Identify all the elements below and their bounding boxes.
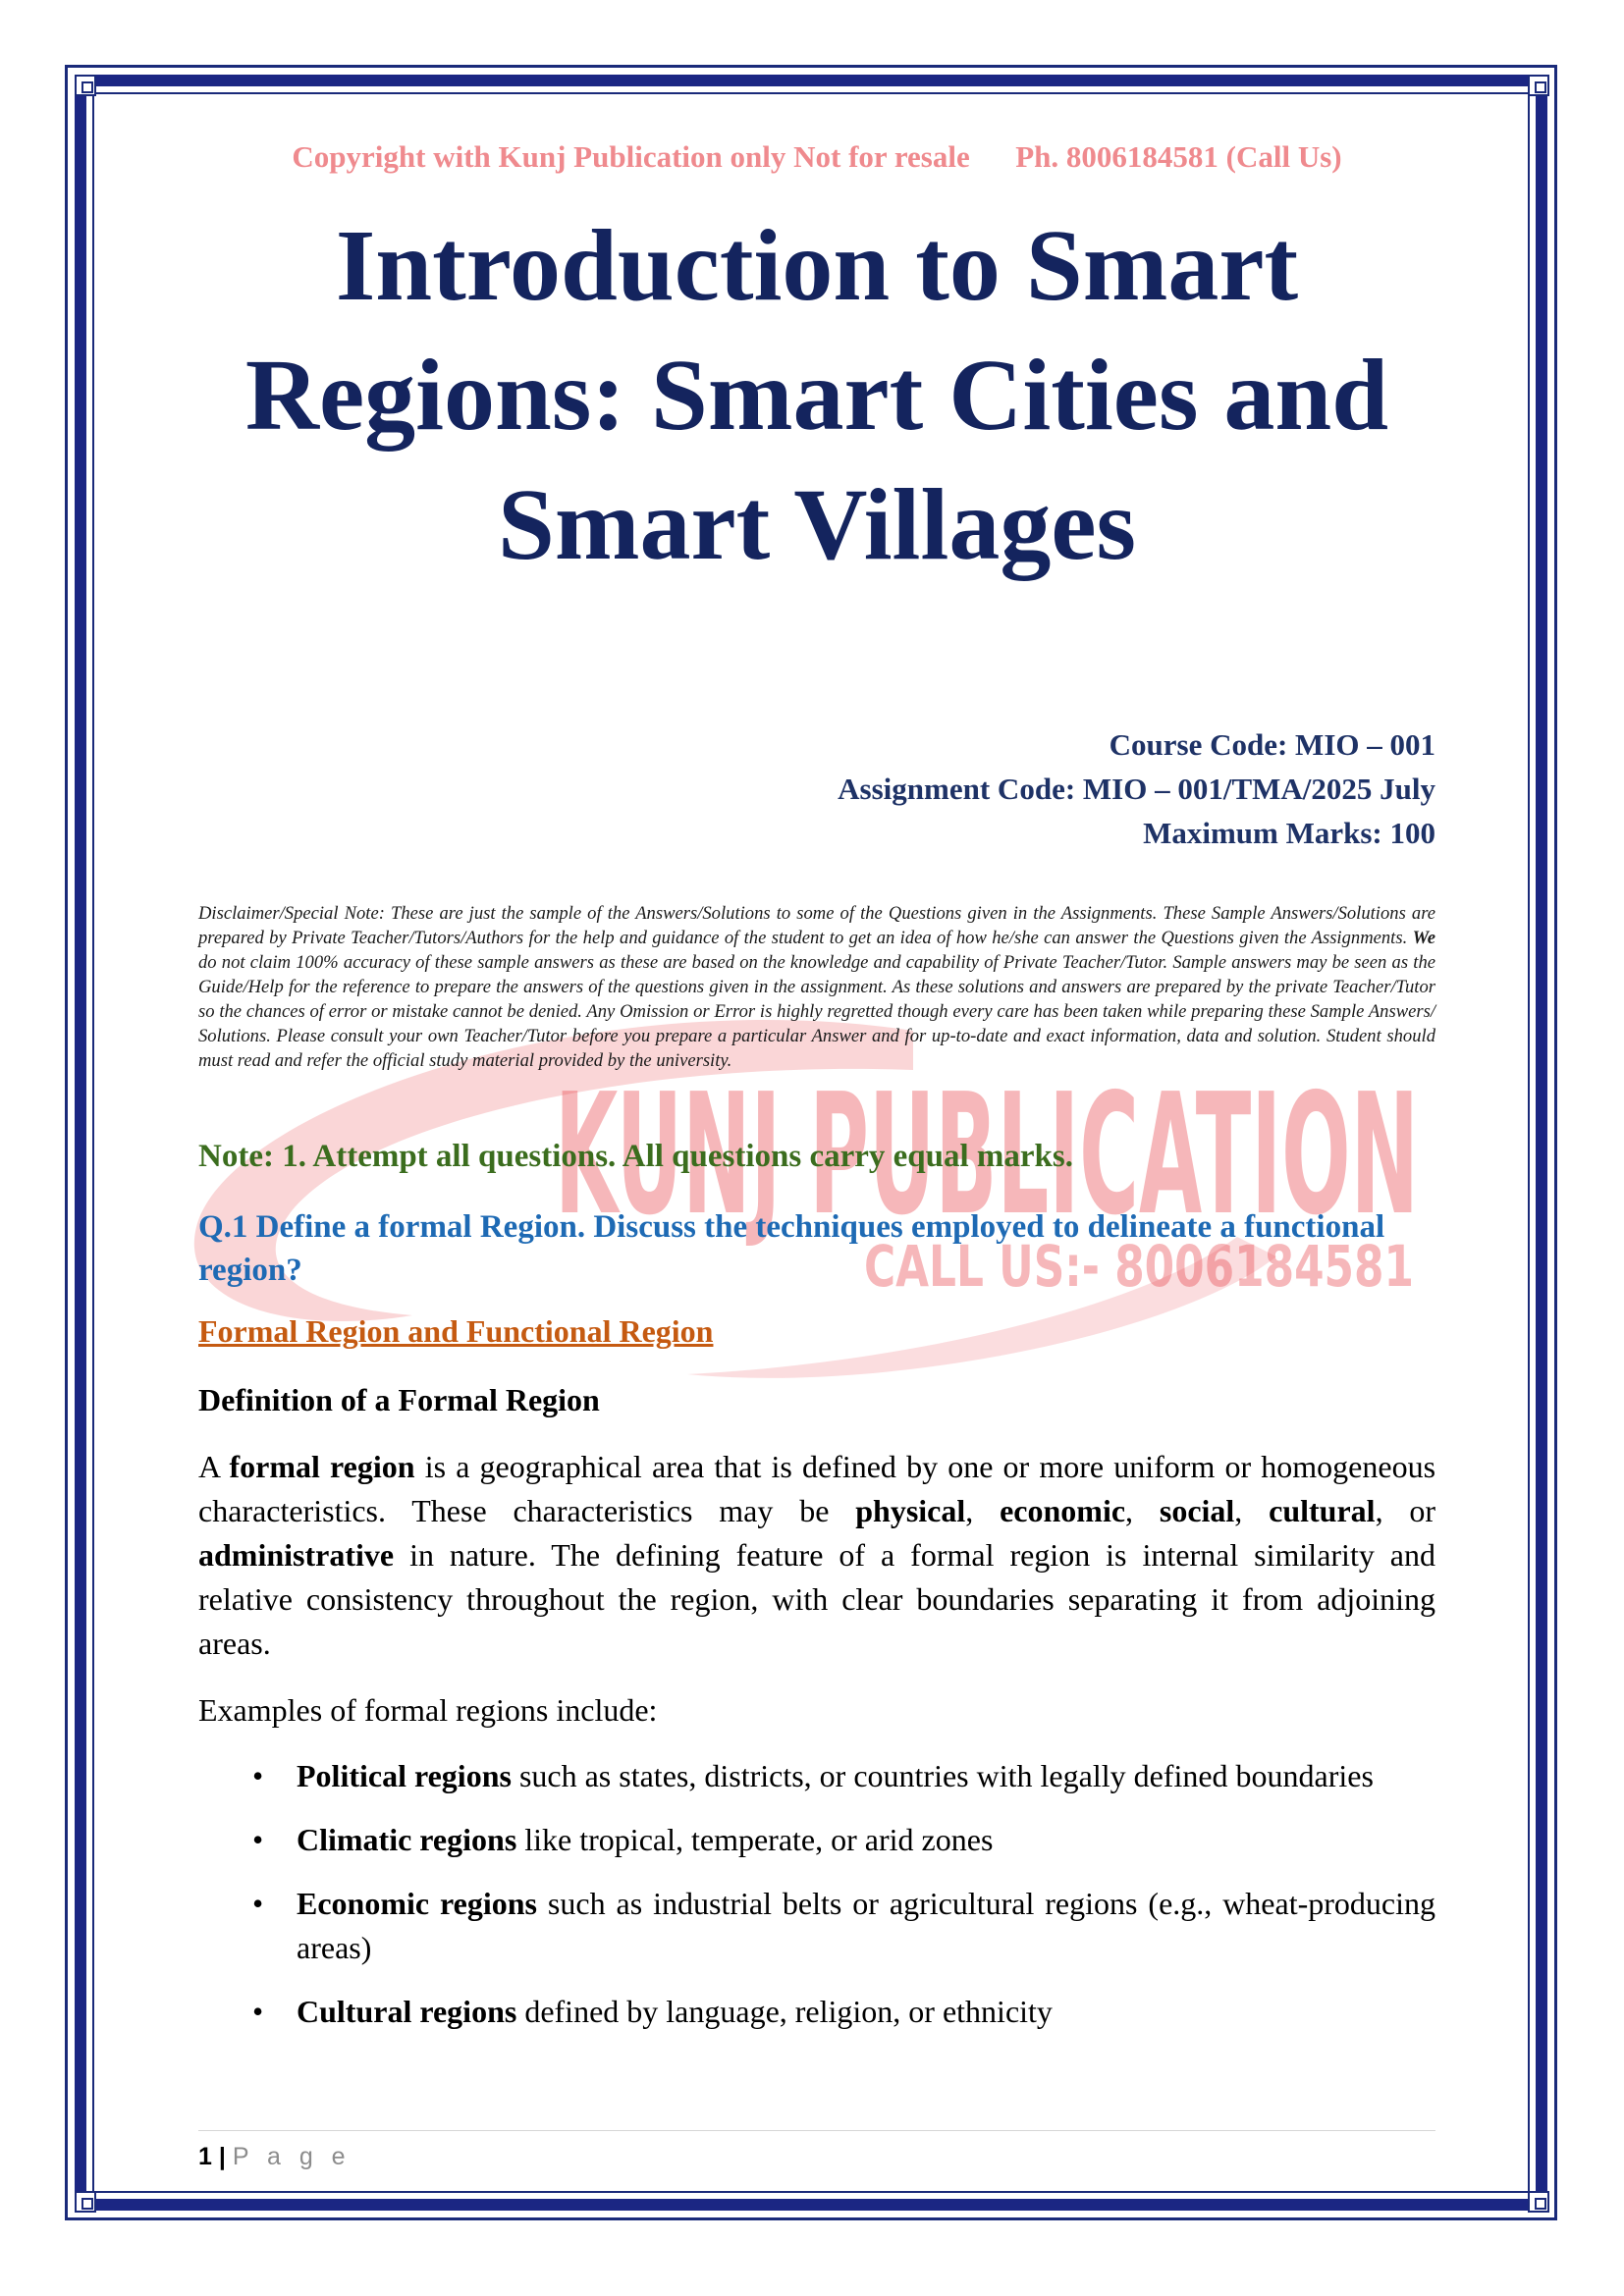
border-corner-ornament (1528, 2191, 1549, 2213)
bullet-icon: • (252, 1994, 264, 2029)
page-number: 1 (198, 2143, 212, 2170)
list-item: • Cultural regions defined by language, religion, or ethnicity (198, 1990, 1435, 2034)
page-title (198, 201, 1435, 590)
examples-list (198, 1754, 1435, 2054)
question-heading: Q.1 Define a formal Region. Discuss the techniques employed to delineate a functional region? (198, 1209, 1385, 1288)
border-corner-ornament (75, 2191, 96, 2213)
footer-divider (198, 2130, 1435, 2131)
course-code: Course Code: MIO – 001 (1109, 727, 1435, 762)
definition-paragraph: A formal region is a geographical area that is defined by one or more uniform or homogeneous characteristics. These characteristics may be physical, economic, social, cultural, or administrative in nature. The defining feature of a formal region is internal similarity and relative consistency throughout the region, with clear boundaries separating it from adjoining areas. (198, 1449, 1436, 1661)
page-label: P a g e (232, 2143, 352, 2170)
list-item: • Political regions such as states, districts, or countries with legally defined boundaries (198, 1754, 1435, 1798)
maximum-marks: Maximum Marks: 100 (1143, 816, 1435, 850)
copyright-header (198, 139, 1435, 175)
list-item: • Climatic regions like tropical, temperate, or arid zones (198, 1818, 1435, 1862)
page-footer: 1 | P a g e (198, 2143, 352, 2170)
list-item: • Economic regions such as industrial belts or agricultural regions (e.g., wheat-producing areas) (198, 1882, 1435, 1970)
border-corner-ornament (1528, 75, 1549, 96)
title-line: Introduction to Smart (335, 209, 1299, 322)
section-heading: Formal Region and Functional Region (198, 1313, 714, 1349)
border-corner-ornament (75, 75, 96, 96)
copyright-text: Copyright with Kunj Publication only Not for resale (292, 139, 970, 174)
assignment-code: Assignment Code: MIO – 001/TMA/2025 July (838, 772, 1435, 806)
course-codes (838, 722, 1435, 855)
subheading: Definition of a Formal Region (198, 1382, 600, 1417)
title-line: Regions: Smart Cities and (244, 339, 1389, 452)
bullet-icon: • (252, 1758, 264, 1793)
bullet-icon: • (252, 1822, 264, 1857)
disclaimer: Disclaimer/Special Note: These are just the sample of the Answers/Solutions to some of the Questions given in the Assignments. These Sample Answers/Solutions are prepared by Private Teacher/Tutors/Authors for the help and guidance of the student to get an idea of how he/she can answer the Questions given the Assignments. We do not claim 100% accuracy of these sample answers as these are based on the knowledge and capability of Private Teacher/Tutor. Sample answers may be seen as the Guide/Help for the reference to prepare the answers of the questions given in the assignment. As these solutions and answers are prepared by the private Teacher/Tutor so the chances of error or mistake cannot be denied. Any Omission or Error is highly regretted though every care has been taken while preparing these Sample Answers/ Solutions. Please consult your own Teacher/Tutor before you prepare a particular Answer and for up-to-date and exact information, data and solution. Student should must read and refer the official study material provided by the university. (198, 903, 1435, 1071)
instruction-note: Note: 1. Attempt all questions. All questions carry equal marks. (198, 1139, 1073, 1174)
bullet-icon: • (252, 1886, 264, 1921)
watermark-call-text: CALL US:- 8006184581 (864, 1233, 1414, 1300)
watermark-text: KUNJ PUBLICATION (555, 1058, 1419, 1253)
title-line: Smart Villages (498, 468, 1136, 581)
phone-text: Ph. 8006184581 (Call Us) (1015, 139, 1342, 174)
examples-intro: Examples of formal regions include: (198, 1692, 658, 1728)
